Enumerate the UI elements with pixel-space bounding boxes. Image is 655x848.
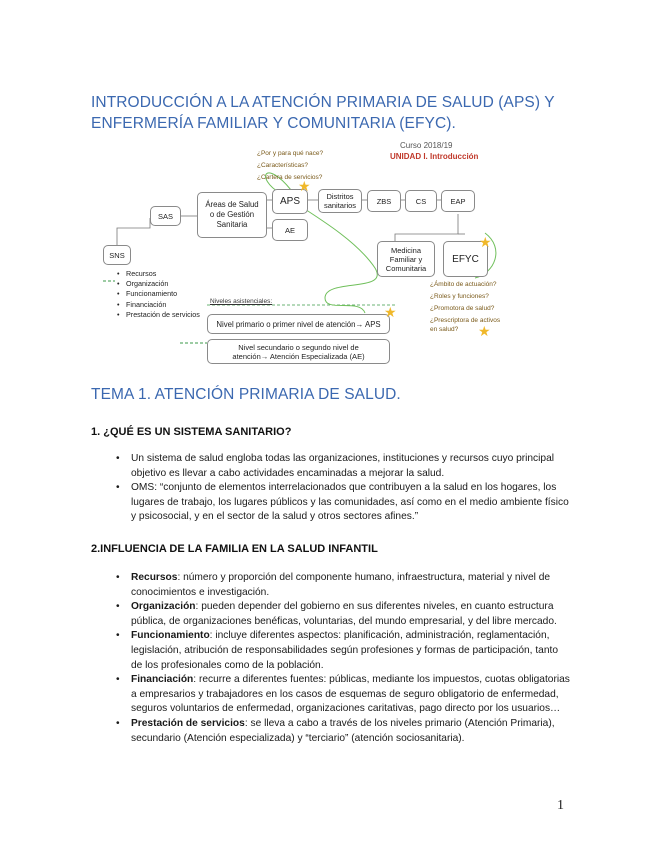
bullet-text: : recurre a diferentes fuentes: públicas, mediante los impuestos, cuotas obligatorias a empresarios y trabajadores en los casos de esquemas de seguro obligatorio de enfermedad, seguros voluntarios de enfermedad, organizaciones caritativas, pago directo por los usuarios…	[131, 674, 570, 715]
list-item	[91, 571, 571, 600]
list-item	[91, 629, 571, 673]
bullet-icon: •	[116, 630, 120, 642]
course-label: Curso 2018/19	[400, 141, 453, 150]
question-top: ¿Por y para qué nace?	[257, 150, 324, 157]
bullet-term: Organización	[131, 601, 196, 613]
list-item	[91, 452, 571, 481]
bullet-icon: •	[116, 674, 120, 686]
box-nivel-primario: Nivel primario o primer nivel de atención→ APS	[207, 314, 390, 334]
bullet-term: Prestación de servicios	[131, 717, 245, 729]
star-icon: ★	[479, 234, 492, 250]
section2-list	[91, 571, 571, 746]
question-top: ¿Cartera de servicios?	[257, 174, 323, 181]
section1-list	[91, 452, 571, 525]
bullet-text: : incluye diferentes aspectos: planificación, administración, reglamentación, legislación, atribución de responsabilidades según profesiones y formas de participación, tanto de los profesionales como de la población.	[131, 630, 558, 671]
niveles-label: Niveles asistenciales:	[210, 298, 273, 305]
list-item	[91, 481, 571, 525]
question-right: ¿Prescriptora de activos en salud?	[430, 317, 501, 333]
connector	[117, 218, 150, 245]
document-title: INTRODUCCIÓN A LA ATENCIÓN PRIMARIA DE SALUD (APS) Y ENFERMERÍA FAMILIAR Y COMUNITARIA (EFYC).	[91, 94, 555, 132]
box-eap: EAP	[441, 190, 475, 212]
box-zbs: ZBS	[367, 190, 401, 212]
box-medicina: Medicina Familiar y Comunitaria	[377, 241, 435, 277]
bullet-term: Recursos	[131, 572, 178, 583]
bullet-icon: •	[116, 572, 120, 583]
bullet-text: : número y proporción del componente humano, infraestructura, material y nivel de conocimientos e investigación.	[131, 572, 551, 598]
box-sns: SNS	[103, 245, 131, 265]
connector	[395, 214, 458, 243]
bullet-text: : se lleva a cabo a través de los niveles primario (Atención Primaria), secundario (Atención especializada) y “terciario” (atención sociosanitaria).	[131, 717, 555, 744]
list-item: • Recursos	[126, 269, 200, 279]
bullet-term: Financiación	[131, 674, 194, 686]
star-icon: ★	[298, 178, 311, 194]
list-item	[91, 717, 571, 746]
bullet-text: OMS: “conjunto de elementos interrelacionados que contribuyen a la salud en los hogares, los lugares de trabajo, los lugares públicos y las comunidades, así como en el medio ambiente físico y psicosocial, y en el sector de la salud y otros sectores afines.”	[131, 482, 569, 523]
box-nivel-secundario: Nivel secundario o segundo nivel de atención→ Atención Especializada (AE)	[207, 339, 390, 364]
list-item	[91, 673, 571, 717]
bullet-icon: •	[116, 717, 120, 729]
star-icon: ★	[384, 304, 397, 320]
box-efyc: EFYC	[443, 241, 488, 277]
bullet-icon: •	[116, 482, 120, 494]
list-item: • Financiación	[126, 300, 200, 310]
section2-heading: 2.INFLUENCIA DE LA FAMILIA EN LA SALUD INFANTIL	[91, 543, 378, 555]
question-top: ¿Características?	[257, 162, 308, 169]
question-right: ¿Roles y funciones?	[430, 293, 489, 300]
question-right: ¿Promotora de salud?	[430, 305, 495, 312]
box-aps: APS	[272, 189, 308, 214]
section1-heading: 1. ¿QUÉ ES UN SISTEMA SANITARIO?	[91, 426, 292, 438]
unit-label: UNIDAD I. Introducción	[390, 152, 479, 161]
list-item: • Organización	[126, 279, 200, 289]
box-cs: CS	[405, 190, 437, 212]
star-icon: ★	[478, 323, 491, 339]
list-item: • Funcionamiento	[126, 289, 200, 299]
question-right: ¿Ámbito de actuación?	[430, 281, 497, 288]
box-areas-salud: Áreas de Salud o de Gestión Sanitaria	[197, 192, 267, 238]
box-ae: AE	[272, 219, 308, 241]
list-item: • Prestación de servicios	[126, 310, 200, 320]
box-distritos: Distritos sanitarios	[318, 189, 362, 213]
concept-diagram	[95, 138, 515, 370]
bullet-text: : pueden depender del gobierno en sus diferentes niveles, en cuanto estructura pública, de organizaciones benéficas, voluntarias, del mundo empresarial, y del libre mercado.	[131, 601, 557, 627]
bullet-icon: •	[116, 601, 120, 613]
list-item	[91, 600, 571, 629]
page-number: 1	[557, 798, 564, 813]
bullet-icon: •	[116, 453, 120, 464]
tema-heading: TEMA 1. ATENCIÓN PRIMARIA DE SALUD.	[91, 386, 401, 403]
box-sas: SAS	[150, 206, 181, 226]
bullet-term: Funcionamiento	[131, 630, 210, 642]
bullet-text: Un sistema de salud engloba todas las organizaciones, instituciones y recursos cuyo principal objetivo es llevar a cabo actividades encaminadas a mejorar la salud.	[131, 453, 555, 479]
sns-list	[116, 269, 200, 320]
